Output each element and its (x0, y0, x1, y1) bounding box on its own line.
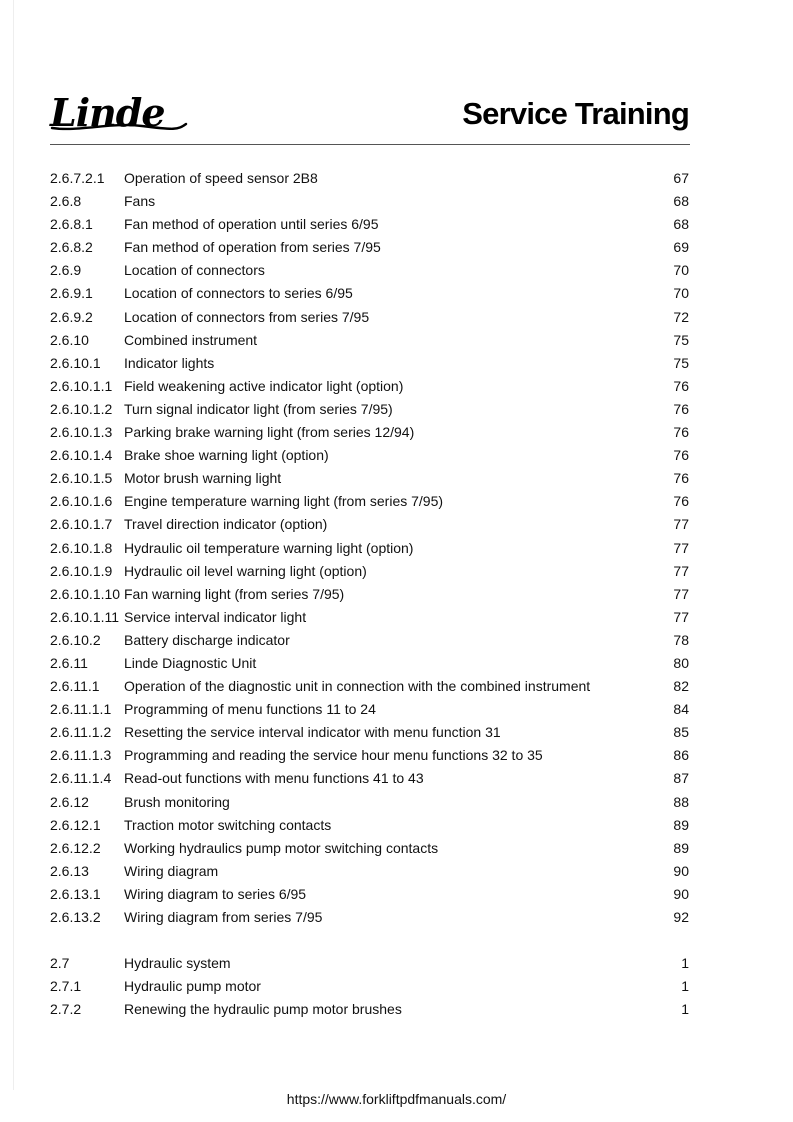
toc-entry-page: 89 (673, 839, 689, 856)
toc-entry-number: 2.6.7.2.1 (50, 170, 105, 186)
toc-entry-page: 68 (673, 193, 689, 210)
toc-entry[interactable] (50, 167, 690, 190)
toc-entry[interactable] (50, 837, 690, 860)
toc-entry[interactable] (50, 444, 690, 467)
toc-entry-number: 2.6.11.1 (50, 678, 100, 695)
toc-entry-title: Operation of speed sensor 2B8 (124, 170, 318, 186)
toc-entry-number: 2.6.10.2 (50, 631, 101, 648)
toc-entry-title: Location of connectors (124, 262, 265, 279)
toc-entry[interactable] (50, 675, 690, 698)
toc-entry-number: 2.6.8.1 (50, 216, 93, 233)
toc-entry-number: 2.6.10.1.8 (50, 539, 113, 556)
toc-entry[interactable] (50, 906, 690, 929)
toc-entry-number: 2.6.12.1 (50, 816, 101, 833)
toc-entry-title: Resetting the service interval indicator with menu function 31 (124, 724, 501, 741)
toc-entry-title: Location of connectors from series 7/95 (124, 308, 370, 325)
toc-entry[interactable] (50, 282, 690, 305)
toc-entry-number: 2.6.10.1.4 (50, 447, 113, 464)
toc-entry-title: Brush monitoring (124, 793, 230, 810)
toc-entry[interactable] (50, 860, 690, 883)
page-header (50, 92, 690, 145)
toc-entry-title: Read-out functions with menu functions 41 to 43 (124, 770, 424, 787)
toc-entry[interactable] (50, 998, 690, 1021)
toc-entry-number: 2.6.11.1.3 (50, 747, 112, 764)
toc-entry-page: 77 (673, 585, 689, 602)
toc-entry[interactable] (50, 329, 690, 352)
toc-entry-number: 2.6.10 (50, 331, 89, 348)
toc-entry-page: 76 (673, 377, 689, 394)
toc-entry-title: Hydraulic pump motor (124, 978, 261, 995)
toc-entry-title: Turn signal indicator light (from series 7/95) (124, 400, 393, 417)
toc-entry-title: Fan warning light (from series 7/95) (124, 585, 345, 602)
toc-entry-number: 2.6.9.1 (50, 285, 93, 302)
toc-entry[interactable] (50, 537, 690, 560)
toc-entry-page: 84 (673, 701, 689, 718)
toc-entry[interactable] (50, 883, 690, 906)
toc-entry-title: Travel direction indicator (option) (124, 516, 328, 533)
toc-entry-number: 2.6.12 (50, 793, 89, 810)
toc-entry-number: 2.6.10.1.7 (50, 516, 113, 533)
logo-swash-icon (50, 118, 190, 132)
toc-entry-number: 2.6.9 (50, 262, 82, 279)
toc-entry[interactable] (50, 744, 690, 767)
toc-entry[interactable] (50, 236, 690, 259)
toc-entry[interactable] (50, 352, 690, 375)
toc-entry[interactable] (50, 767, 690, 790)
toc-entry-title: Battery discharge indicator (124, 631, 290, 648)
toc-entry-number: 2.6.10.1.10 (50, 585, 121, 602)
toc-entry[interactable] (50, 721, 690, 744)
toc-entry-title: Hydraulic oil level warning light (option) (124, 562, 367, 579)
toc-entry-title: Wiring diagram from series 7/95 (124, 909, 323, 925)
toc-entry-page: 86 (673, 747, 689, 764)
toc-entry-title: Renewing the hydraulic pump motor brushes (124, 1001, 402, 1018)
toc-entry-page: 76 (673, 424, 689, 441)
toc-entry-page: 76 (673, 447, 689, 464)
toc-entry-number: 2.6.11.1.2 (50, 724, 112, 741)
toc-entry-page: 67 (673, 170, 689, 186)
toc-entry-page: 77 (673, 516, 689, 533)
toc-entry-page: 70 (673, 262, 689, 279)
toc-entry-number: 2.7.1 (50, 978, 82, 995)
toc-entry[interactable] (50, 513, 690, 536)
toc-entry-title: Hydraulic system (124, 955, 231, 972)
page-edge-line (13, 0, 14, 1090)
toc-entry-number: 2.6.9.2 (50, 308, 93, 325)
toc-entry-page: 69 (673, 239, 689, 256)
toc-entry-title: Indicator lights (124, 354, 215, 371)
toc-entry[interactable] (50, 975, 690, 998)
toc-entry-title: Wiring diagram (124, 862, 219, 879)
toc-entry-number: 2.6.8.2 (50, 239, 93, 256)
toc-entry-page: 87 (673, 770, 689, 787)
toc-entry-page: 78 (673, 631, 689, 648)
toc-entry-number: 2.6.10.1.6 (50, 493, 113, 510)
toc-entry-page: 68 (673, 216, 689, 233)
toc-entry-title: Working hydraulics pump motor switching contacts (124, 839, 439, 856)
table-of-contents (50, 167, 690, 1021)
toc-entry[interactable] (50, 698, 690, 721)
toc-entry-number: 2.6.11 (50, 654, 88, 671)
toc-entry-number: 2.6.10.1.5 (50, 470, 113, 487)
toc-entry-page: 75 (673, 354, 689, 371)
toc-entry-title: Programming and reading the service hour menu functions 32 to 35 (124, 747, 543, 764)
toc-entry[interactable] (50, 213, 690, 236)
toc-entry-number: 2.6.11.1.4 (50, 770, 112, 787)
toc-entry-page: 77 (673, 539, 689, 556)
toc-entry-title: Wiring diagram to series 6/95 (124, 885, 307, 902)
toc-entry[interactable] (50, 652, 690, 675)
toc-entry[interactable] (50, 606, 690, 629)
toc-entry-number: 2.6.10.1.2 (50, 400, 113, 417)
toc-entry-number: 2.7 (50, 955, 70, 972)
toc-entry[interactable] (50, 467, 690, 490)
toc-entry[interactable] (50, 814, 690, 837)
toc-entry-page: 77 (673, 608, 689, 625)
toc-entry-page: 76 (673, 493, 689, 510)
toc-entry[interactable] (50, 306, 690, 329)
footer-url[interactable] (0, 1089, 793, 1109)
toc-entry[interactable] (50, 952, 690, 975)
toc-entry-title: Field weakening active indicator light (option) (124, 377, 404, 394)
toc-entry-title: Combined instrument (124, 331, 258, 348)
toc-entry[interactable] (50, 629, 690, 652)
toc-entry[interactable] (50, 560, 690, 583)
toc-entry-number: 2.6.10.1 (50, 354, 101, 371)
toc-entry-page: 75 (673, 331, 689, 348)
toc-entry-page: 72 (673, 308, 689, 325)
toc-entry-number: 2.6.12.2 (50, 839, 101, 856)
toc-entry-title: Fan method of operation until series 6/95 (124, 216, 379, 233)
toc-entry-page: 1 (681, 955, 689, 972)
toc-entry[interactable] (50, 398, 690, 421)
toc-entry-page: 92 (673, 909, 689, 925)
toc-entry-title: Traction motor switching contacts (124, 816, 332, 833)
toc-entry-title: Motor brush warning light (124, 470, 282, 487)
toc-entry-number: 2.6.10.1.11 (50, 608, 120, 625)
toc-entry-page: 80 (673, 654, 689, 671)
toc-entry-page: 1 (681, 1001, 689, 1018)
toc-entry-title: Fan method of operation from series 7/95 (124, 239, 381, 256)
toc-entry-title: Fans (124, 193, 156, 210)
toc-entry-page: 88 (673, 793, 689, 810)
toc-entry[interactable] (50, 421, 690, 444)
toc-entry-number: 2.7.2 (50, 1001, 82, 1018)
toc-entry-number: 2.6.13.1 (50, 885, 101, 902)
toc-entry-page: 76 (673, 400, 689, 417)
toc-entry[interactable] (50, 791, 690, 814)
toc-entry[interactable] (50, 375, 690, 398)
toc-entry[interactable] (50, 490, 690, 513)
toc-entry-page: 70 (673, 285, 689, 302)
toc-entry-title: Location of connectors to series 6/95 (124, 285, 353, 302)
toc-entry-title: Linde Diagnostic Unit (124, 654, 257, 671)
toc-entry[interactable] (50, 190, 690, 213)
toc-entry-title: Engine temperature warning light (from series 7/95) (124, 493, 444, 510)
toc-entry-number: 2.6.10.1.9 (50, 562, 113, 579)
toc-entry-page: 1 (681, 978, 689, 995)
toc-entry-page: 85 (673, 724, 689, 741)
toc-entry-page: 77 (673, 562, 689, 579)
toc-entry-page: 82 (673, 678, 689, 695)
logo-text: Linde (50, 90, 165, 135)
footer-link[interactable]: https://www.forkliftpdfmanuals.com/ (286, 1091, 507, 1107)
toc-entry-number: 2.6.13 (50, 862, 89, 879)
page-title: Service Training (462, 96, 689, 131)
toc-entry-title: Operation of the diagnostic unit in connection with the combined instrument (124, 678, 591, 695)
toc-entry-title: Hydraulic oil temperature warning light (option) (124, 539, 414, 556)
toc-entry-page: 89 (673, 816, 689, 833)
toc-entry[interactable] (50, 583, 690, 606)
toc-entry-number: 2.6.10.1.1 (50, 377, 113, 394)
toc-entry-title: Parking brake warning light (from series 12/94) (124, 424, 415, 441)
toc-entry-number: 2.6.10.1.3 (50, 424, 113, 441)
toc-entry[interactable] (50, 259, 690, 282)
toc-entry-page: 90 (673, 885, 689, 902)
toc-entry-number: 2.6.8 (50, 193, 82, 210)
toc-entry-page: 76 (673, 470, 689, 487)
toc-entry-number: 2.6.11.1.1 (50, 701, 112, 718)
toc-entry-title: Programming of menu functions 11 to 24 (124, 701, 376, 718)
toc-entry-page: 90 (673, 862, 689, 879)
toc-entry-title: Brake shoe warning light (option) (124, 447, 329, 464)
toc-entry-title: Service interval indicator light (124, 608, 307, 625)
toc-entry-number: 2.6.13.2 (50, 909, 101, 925)
